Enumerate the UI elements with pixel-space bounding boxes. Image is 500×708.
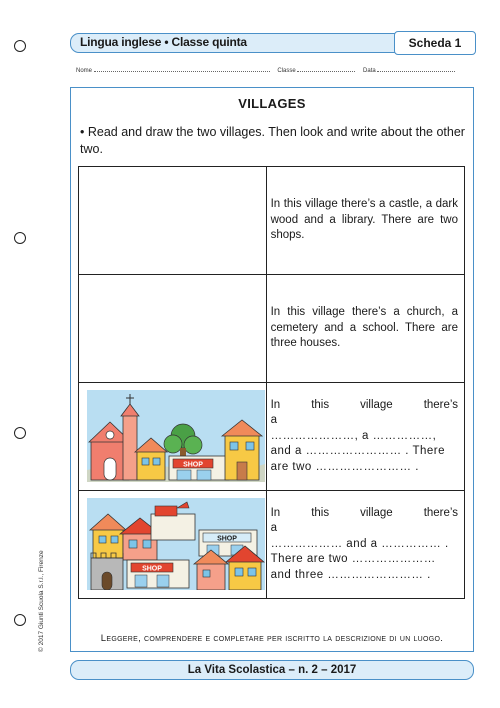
fill-line-4: are two …………………… .: [270, 460, 419, 473]
binder-hole-3: [14, 427, 26, 439]
fill-in-description-2[interactable]: [266, 491, 464, 599]
fill-line-2: ……………… and a …………… .: [270, 537, 449, 550]
village-picture-1: [79, 383, 267, 491]
class-field[interactable]: [297, 67, 355, 72]
worksheet-title: VILLAGES: [238, 96, 306, 111]
instruction-text: • Read and draw the two villages. Then look and write about the other two.: [80, 125, 465, 156]
binder-hole-4: [14, 614, 26, 626]
name-label: Nome: [76, 68, 93, 74]
description-cell: In this village there’s a castle, a dark wood and a library. There are two shops.: [266, 167, 464, 275]
worksheet-frame: [70, 87, 474, 652]
class-label: Classe: [277, 68, 296, 74]
table-row: [79, 383, 465, 491]
objective-note: Leggere, comprendere e completare per iscritto la descrizione di un luogo.: [100, 633, 444, 644]
magazine-footer: La Vita Scolastica – n. 2 – 2017: [70, 660, 474, 680]
village-picture-2: [79, 491, 267, 599]
village-castle-illustration: [87, 498, 265, 590]
copyright-text: © 2017 Giunti Scuola S.r.l., Firenze: [38, 550, 45, 652]
fill-line-4: and three …………………… .: [270, 568, 431, 581]
binder-hole-2: [14, 232, 26, 244]
fill-line-3: There are two …………………: [270, 553, 436, 566]
header-title: Lingua inglese • Classe quinta: [80, 35, 247, 49]
village-church-illustration: [87, 390, 265, 482]
villages-table: [78, 166, 465, 599]
fill-line-3: and a …………………… . There: [270, 445, 446, 458]
sheet-number-label: Scheda 1: [394, 31, 476, 55]
fill-line-2: …………………, a ……………,: [270, 429, 437, 442]
shop-sign-text: SHOP: [217, 535, 237, 543]
shop-sign-text: SHOP: [183, 461, 203, 469]
student-fields: [76, 67, 472, 74]
date-label: Data: [363, 68, 376, 74]
description-cell: In this village there’s a church, a cemetery and a school. There are three houses.: [266, 275, 464, 383]
date-field[interactable]: [377, 67, 455, 72]
table-row: [79, 275, 465, 383]
table-row: [79, 491, 465, 599]
drawing-area-1[interactable]: [79, 167, 267, 275]
shop-sign-text: SHOP: [142, 565, 162, 573]
fill-line-1: In this village there’s a: [270, 506, 458, 535]
binder-hole-1: [14, 40, 26, 52]
table-row: [79, 167, 465, 275]
fill-in-description-1[interactable]: [266, 383, 464, 491]
drawing-area-2[interactable]: [79, 275, 267, 383]
fill-line-1: In this village there’s a: [270, 398, 458, 427]
name-field[interactable]: [94, 67, 270, 72]
